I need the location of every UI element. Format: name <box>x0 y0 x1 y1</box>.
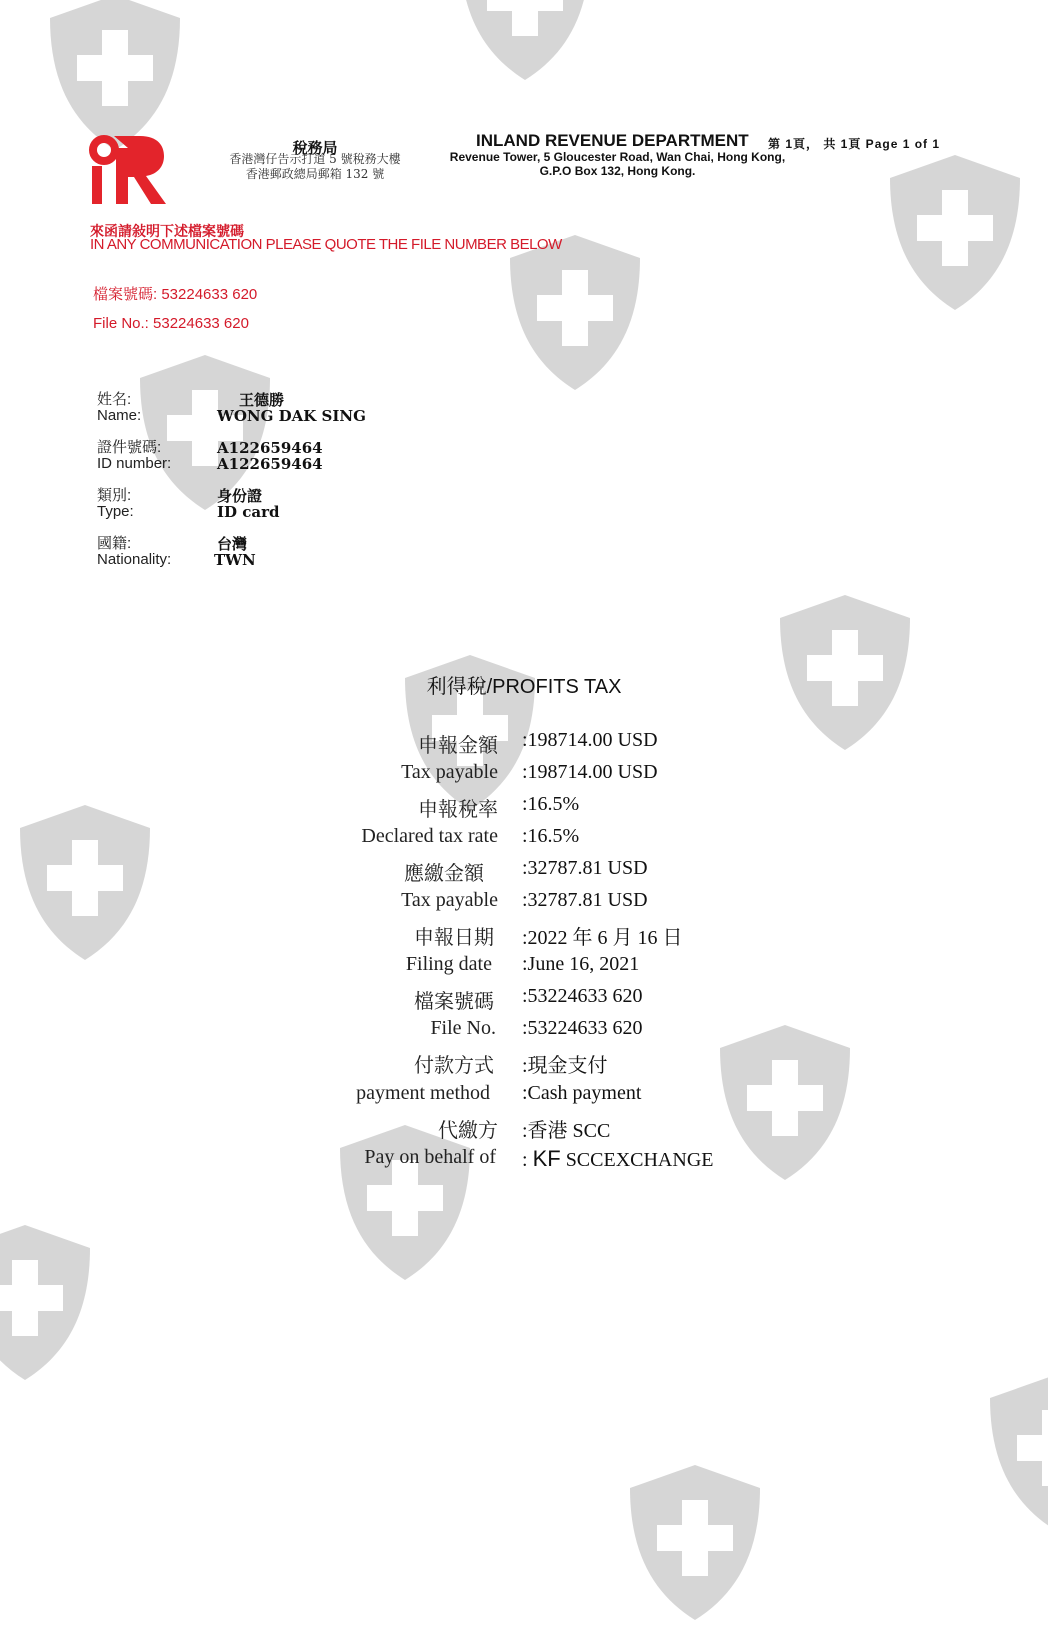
watermark-shield-icon <box>0 1220 100 1385</box>
profile-id <box>97 440 497 476</box>
file-number-zh: 檔案號碼: 53224633 620 <box>93 286 258 303</box>
profile-nationality <box>97 536 497 572</box>
detail-label: Tax payable <box>401 761 498 783</box>
name-value-zh: 王德勝 <box>239 391 285 409</box>
name-label <box>97 392 141 424</box>
profile-type <box>97 488 497 524</box>
nationality-value-en: TWN <box>214 551 256 569</box>
type-label <box>97 488 134 520</box>
detail-row <box>300 761 800 793</box>
address-en-line2: G.P.O Box 132, Hong Kong. <box>539 164 696 178</box>
watermark-shield-icon <box>500 230 650 395</box>
detail-value: :53224633 620 <box>522 1017 643 1039</box>
detail-value: :2022 年 6 月 16 日 <box>522 927 683 949</box>
page-info: 第 1頁， 共 1頁 Page 1 of 1 <box>768 137 941 151</box>
watermark-shield-icon <box>620 1460 770 1625</box>
detail-row <box>300 985 800 1017</box>
detail-label: Pay on behalf of <box>364 1146 496 1168</box>
detail-value: :198714.00 USD <box>522 729 658 751</box>
id-value <box>217 440 323 472</box>
watermark-shield-icon <box>450 0 600 85</box>
detail-value: :Cash payment <box>522 1082 642 1104</box>
department-title-zh: 稅務局 <box>292 139 338 157</box>
detail-value: :198714.00 USD <box>522 761 658 783</box>
detail-value: :53224633 620 <box>522 985 643 1007</box>
department-title-en: INLAND REVENUE DEPARTMENT <box>476 131 749 150</box>
watermark-shield-icon <box>880 150 1030 315</box>
detail-value <box>522 1146 713 1172</box>
address-zh-line1: 香港灣仔告示打道 5 號稅務大樓 <box>229 152 401 166</box>
detail-value: :現金支付 <box>522 1055 608 1077</box>
detail-value-prefix: : <box>522 1149 533 1171</box>
detail-row <box>300 857 800 889</box>
detail-row <box>300 1017 800 1049</box>
detail-label: 付款方式 <box>414 1055 494 1077</box>
detail-row <box>300 1146 800 1178</box>
detail-value: :16.5% <box>522 793 580 815</box>
detail-label: payment method <box>356 1082 490 1104</box>
detail-row <box>300 825 800 857</box>
nationality-value <box>214 535 256 569</box>
name-value <box>217 392 366 424</box>
detail-row <box>300 889 800 921</box>
detail-row <box>300 729 800 761</box>
detail-row <box>300 921 800 953</box>
detail-label: Tax payable <box>401 889 498 911</box>
nationality-value-zh: 台灣 <box>217 535 248 553</box>
detail-row <box>300 793 800 825</box>
nationality-label <box>97 536 171 568</box>
id-value-1: A122659464 <box>217 439 323 457</box>
watermark-shield-icon <box>10 800 160 965</box>
type-label-en: Type: <box>97 503 134 520</box>
address-en-line1: Revenue Tower, 5 Gloucester Road, Wan Chai, Hong Kong, <box>449 150 786 164</box>
detail-label: File No. <box>430 1017 496 1039</box>
detail-row <box>300 1082 800 1114</box>
id-label-zh: 證件號碼: <box>97 439 162 456</box>
ird-logo <box>88 132 168 207</box>
detail-value: :32787.81 USD <box>522 857 648 879</box>
detail-row <box>300 1049 800 1081</box>
type-value-en: ID card <box>217 503 280 521</box>
type-value <box>217 488 280 520</box>
type-label-zh: 類別: <box>97 487 132 504</box>
detail-value: :June 16, 2021 <box>522 953 640 975</box>
id-value-2: A122659464 <box>217 455 323 473</box>
detail-value-rest: SCCEXCHANGE <box>560 1149 714 1171</box>
detail-label: Filing date <box>405 953 492 975</box>
detail-label: Declared tax rate <box>361 825 498 847</box>
detail-value: :香港 SCC <box>522 1120 611 1142</box>
quote-notice-en: IN ANY COMMUNICATION PLEASE QUOTE THE FILE NUMBER BELOW <box>90 236 562 253</box>
detail-label: 申報日期 <box>414 927 494 949</box>
address-zh-line2: 香港郵政總局郵箱 132 號 <box>245 167 385 181</box>
watermark-shield-icon <box>980 1370 1048 1535</box>
detail-value: :16.5% <box>522 825 580 847</box>
type-value-zh: 身份證 <box>217 487 263 505</box>
quote-notice-zh: 來函請敍明下述檔案號碼 <box>90 224 244 240</box>
name-label-en: Name: <box>97 407 142 424</box>
name-label-zh: 姓名: <box>97 391 132 408</box>
section-title: 利得稅/PROFITS TAX <box>426 676 622 698</box>
detail-label: 檔案號碼 <box>414 991 494 1013</box>
file-number-en: File No.: 53224633 620 <box>93 315 249 332</box>
detail-label: 應繳金額 <box>404 863 484 885</box>
kf-mark: KF <box>532 1146 561 1171</box>
department-address-zh <box>215 152 415 182</box>
nationality-label-en: Nationality: <box>97 551 172 568</box>
department-address-en <box>430 150 805 178</box>
detail-row <box>300 953 800 985</box>
detail-value: :32787.81 USD <box>522 889 648 911</box>
id-label-en: ID number: <box>97 455 172 472</box>
detail-label: 代繳方 <box>438 1120 498 1142</box>
detail-row <box>300 1114 800 1146</box>
detail-label: 申報稅率 <box>418 799 498 821</box>
profile-name <box>97 392 497 428</box>
name-value-en: WONG DAK SING <box>217 407 366 425</box>
detail-label: 申報金額 <box>418 735 498 757</box>
id-label <box>97 440 171 472</box>
nationality-label-zh: 國籍: <box>97 535 132 552</box>
